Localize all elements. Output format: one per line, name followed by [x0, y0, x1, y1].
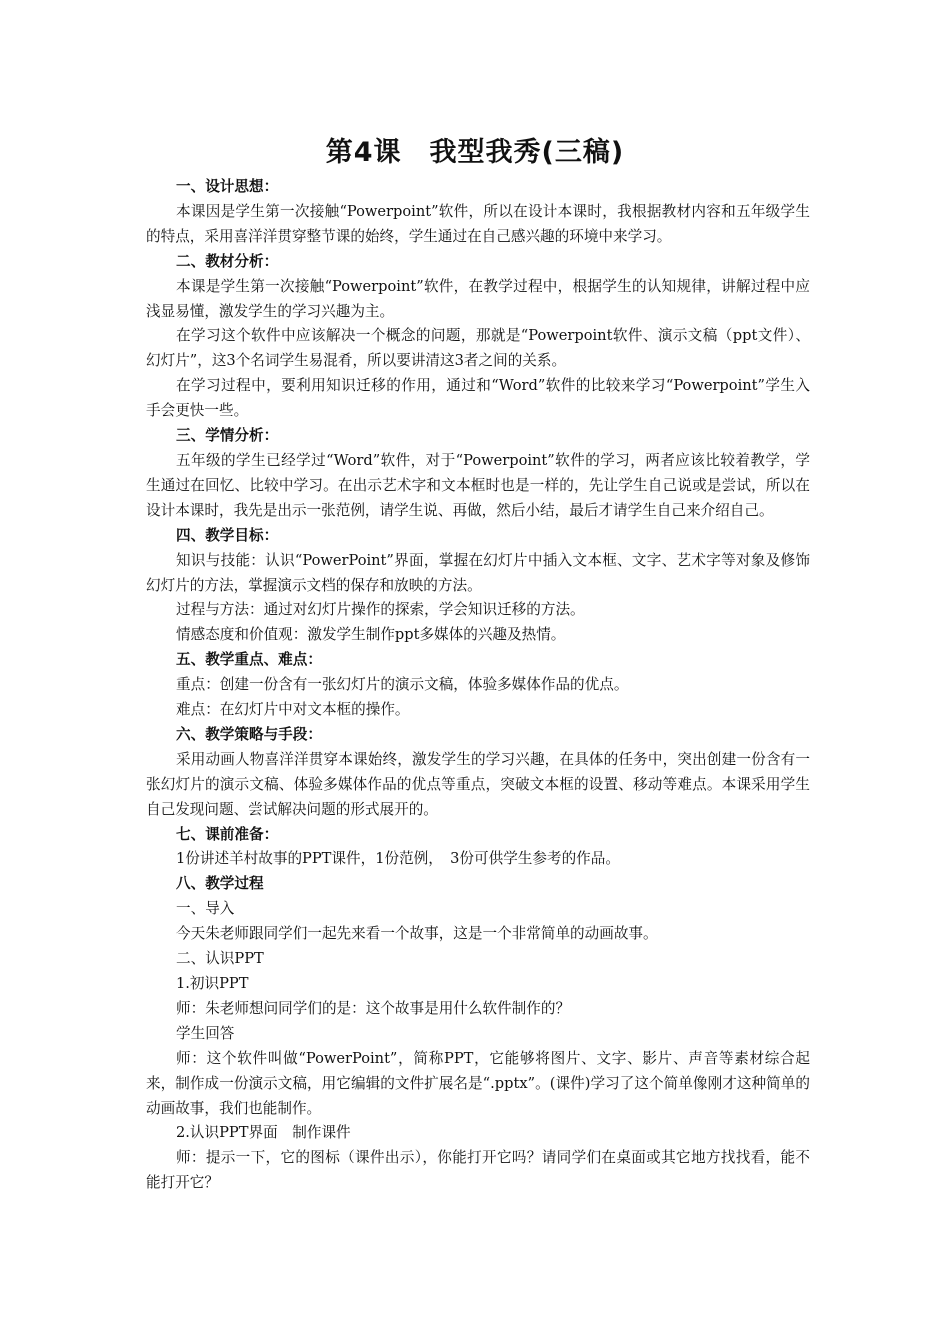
paragraph: 1份讲述羊村故事的PPT课件，1份范例， 3份可供学生参考的作品。: [176, 850, 620, 868]
section-heading: 四、教学目标：: [176, 526, 279, 544]
paragraph: 知识与技能：认识“PowerPoint”界面，掌握在幻灯片中插入文本框、文字、艺术字等对象及修饰幻灯片的方法，掌握演示文档的保存和放映的方法。: [146, 551, 810, 594]
paragraph: 2.认识PPT界面 制作课件: [176, 1124, 351, 1142]
paragraph: 在学习这个软件中应该解决一个概念的问题，那就是“Powerpoint软件、演示文稿（ppt文件）、幻灯片”，这3个名词学生易混肴，所以要讲清这3者之间的关系。: [146, 327, 810, 370]
paragraph: 二、认识PPT: [176, 950, 264, 968]
paragraph: 本课是学生第一次接触“Powerpoint”软件，在教学过程中，根据学生的认知规律，讲解过程中应浅显易懂，激发学生的学习兴趣为主。: [146, 277, 810, 320]
paragraph: 五年级的学生已经学过“Word”软件，对于“Powerpoint”软件的学习，两者应该比较着教学，学生通过在回忆、比较中学习。在出示艺术字和文本框时也是一样的，先让学生自己说或是尝试，所以在设计本课时，我先是出示一张范例，请学生说、再做，然后小结，最后才请学生自己来介绍自己。: [146, 451, 810, 519]
document-body: [146, 175, 810, 1196]
paragraph: 过程与方法：通过对幻灯片操作的探索，学会知识迁移的方法。: [176, 601, 585, 619]
paragraph: 采用动画人物喜洋洋贯穿本课始终，激发学生的学习兴趣，在具体的任务中，突出创建一份含有一张幻灯片的演示文稿、体验多媒体作品的优点等重点，突破文本框的设置、移动等难点。本课采用学生自己发现问题、尝试解决问题的形式展开的。: [146, 750, 810, 818]
paragraph: 学生回答: [176, 1024, 235, 1042]
section-heading: 八、教学过程: [176, 875, 264, 893]
paragraph: 在学习过程中，要利用知识迁移的作用，通过和“Word”软件的比较来学习“Powerpoint”学生入手会更快一些。: [146, 377, 810, 420]
document-title: 第4课 我型我秀(三稿): [325, 137, 625, 168]
paragraph: 本课因是学生第一次接触“Powerpoint”软件，所以在设计本课时，我根据教材内容和五年级学生的特点，采用喜洋洋贯穿整节课的始终，学生通过在自己感兴趣的环境中来学习。: [146, 202, 810, 245]
paragraph: 师：提示一下，它的图标（课件出示），你能打开它吗？请同学们在桌面或其它地方找找看，能不能打开它？: [146, 1149, 810, 1192]
section-heading: 三、学情分析：: [176, 427, 279, 445]
paragraph: 难点：在幻灯片中对文本框的操作。: [176, 701, 410, 719]
section-heading: 五、教学重点、难点：: [176, 651, 322, 669]
paragraph: 1.初识PPT: [176, 975, 249, 992]
paragraph: 师：这个软件叫做“PowerPoint”，简称PPT，它能够将图片、文字、影片、声音等素材综合起来，制作成一份演示文稿，用它编辑的文件扩展名是“.pptx”。(课件)学习了这个简单像刚才这种简单的动画故事，我们也能制作。: [146, 1049, 810, 1117]
paragraph: 师：朱老师想问同学们的是：这个故事是用什么软件制作的？: [176, 999, 571, 1017]
section-heading: 七、课前准备：: [176, 825, 279, 843]
paragraph: 重点：创建一份含有一张幻灯片的演示文稿，体验多媒体作品的优点。: [176, 676, 629, 694]
paragraph: 一、导入: [176, 900, 235, 918]
section-heading: 六、教学策略与手段：: [176, 725, 322, 743]
paragraph: 今天朱老师跟同学们一起先来看一个故事，这是一个非常简单的动画故事。: [176, 925, 658, 943]
paragraph: 情感态度和价值观：激发学生制作ppt多媒体的兴趣及热情。: [176, 626, 566, 644]
section-heading: 二、教材分析：: [176, 252, 279, 270]
section-heading: 一、设计思想：: [176, 178, 279, 195]
